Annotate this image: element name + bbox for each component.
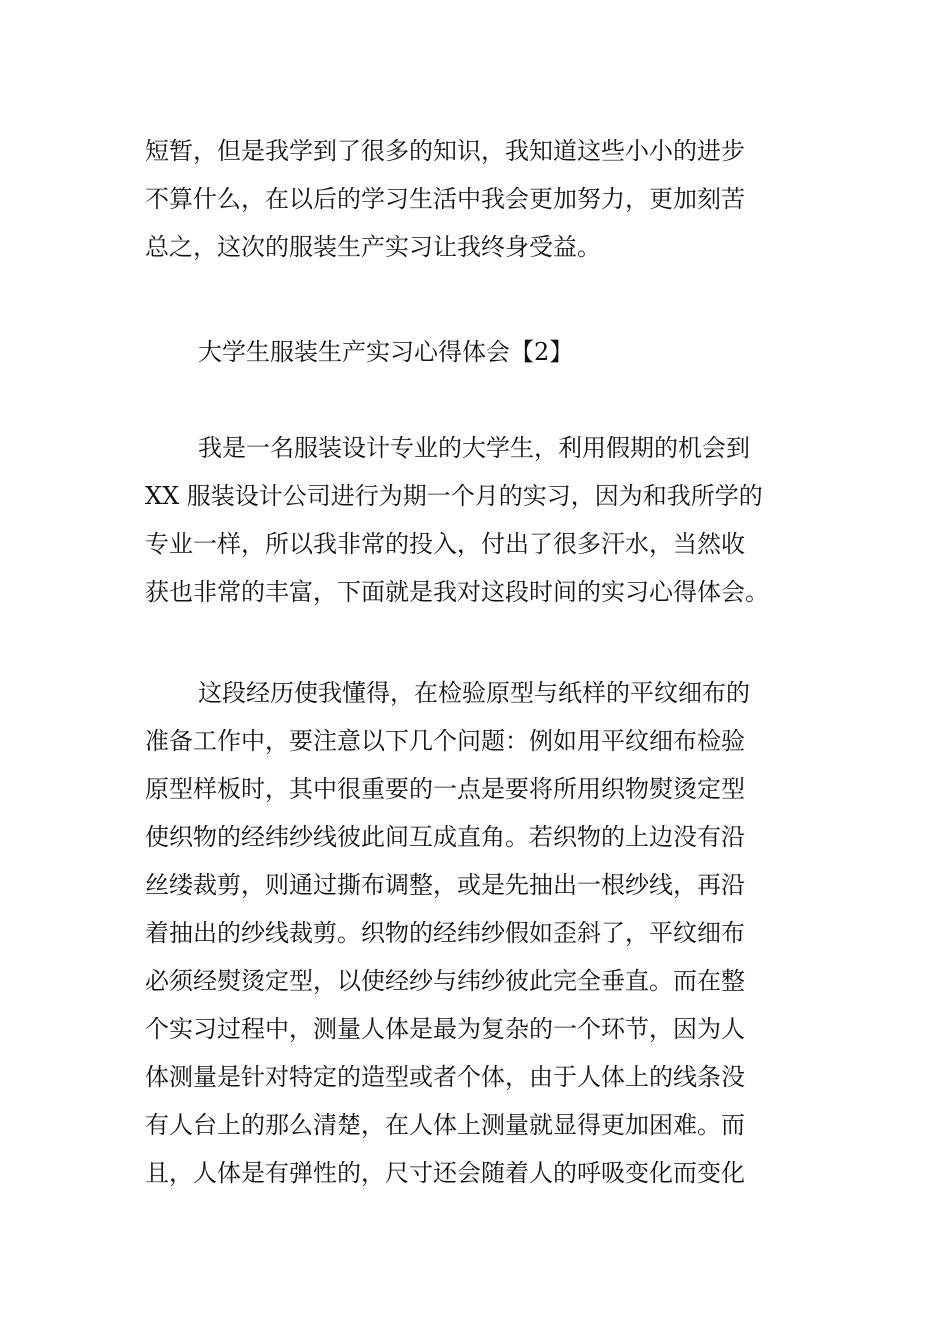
intro-paragraph — [145, 127, 810, 271]
text-line: 丝缕裁剪，则通过撕布调整，或是先抽出一根纱线，再沿 — [145, 871, 745, 899]
text-line: 使织物的经纬纱线彼此间互成直角。若织物的上边没有沿 — [145, 823, 745, 851]
text-line: 必须经熨烫定型，以使经纱与纬纱彼此完全垂直。而在整 — [145, 967, 745, 995]
text-line: 原型样板时，其中很重要的一点是要将所用织物熨烫定型 — [145, 775, 745, 803]
text-line: XX 服装设计公司进行为期一个月的实习，因为和我所学的 — [145, 482, 763, 510]
text-line: 个实习过程中，测量人体是最为复杂的一个环节，因为人 — [145, 1015, 745, 1043]
text-line: 总之，这次的服装生产实习让我终身受益。 — [145, 233, 601, 261]
text-line: 准备工作中，要注意以下几个问题：例如用平纹细布检验 — [145, 727, 745, 755]
text-line: 有人台上的那么清楚，在人体上测量就显得更加困难。而 — [145, 1111, 745, 1139]
text-line: 着抽出的纱线裁剪。织物的经纬纱假如歪斜了，平纹细布 — [145, 919, 745, 947]
text-line: 短暂，但是我学到了很多的知识，我知道这些小小的进步 — [145, 137, 745, 165]
text-line: 专业一样，所以我非常的投入，付出了很多汗水，当然收 — [145, 530, 745, 558]
text-line: 获也非常的丰富，下面就是我对这段时间的实习心得体会。 — [145, 578, 769, 606]
paragraph-1 — [145, 424, 810, 616]
text-line: 我是一名服装设计专业的大学生，利用假期的机会到 — [198, 434, 750, 462]
section-heading: 大学生服装生产实习心得体会【2】 — [198, 338, 574, 366]
text-line: 体测量是针对特定的造型或者个体，由于人体上的线条没 — [145, 1063, 745, 1091]
text-line: 不算什么，在以后的学习生活中我会更加努力，更加刻苦 — [145, 185, 745, 213]
section-heading-block — [145, 328, 810, 376]
text-line: 这段经历使我懂得，在检验原型与纸样的平纹细布的 — [198, 679, 750, 707]
paragraph-2 — [145, 669, 810, 1197]
text-line: 且，人体是有弹性的，尺寸还会随着人的呼吸变化而变化 — [145, 1159, 745, 1187]
